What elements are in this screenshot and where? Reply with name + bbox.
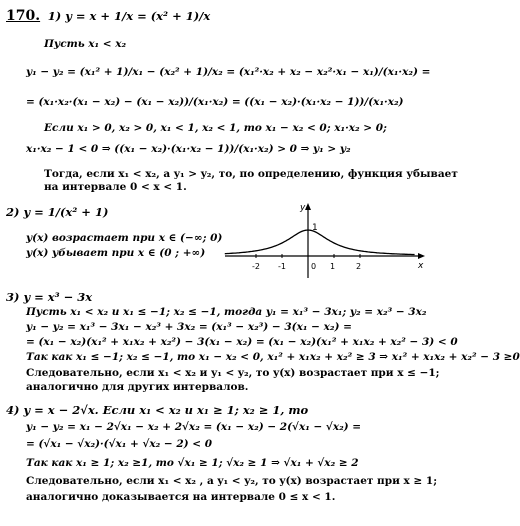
- tick-label: -2: [252, 262, 260, 271]
- part1-formula: 1) y = x + 1/x = (x² + 1)/x: [47, 9, 211, 23]
- tick-label: 1: [330, 262, 336, 271]
- part3-line4: = (x₁ − x₂)(x₁² + x₁x₂ + x₂²) − 3(x₁ − x₂) = (x₁ − x₂)(x₁² + x₁x₂ + x₂² − 3) < 0: [26, 336, 458, 348]
- y-axis-arrow-icon: [305, 203, 311, 210]
- curve-line: [225, 230, 415, 255]
- problem-number: 170.: [6, 8, 41, 24]
- part4-line6: аналогично доказывается на интервале 0 ≤ x < 1.: [26, 491, 336, 503]
- part4-line3: = (√x₁ − √x₂)·(√x₁ + √x₂ − 2) < 0: [26, 438, 213, 450]
- part1-line5: Если x₁ > 0, x₂ > 0, x₁ < 1, x₂ < 1, то x₁ − x₂ < 0; x₁·x₂ > 0;: [44, 122, 387, 134]
- part1-line2: Пусть x₁ < x₂: [44, 38, 127, 50]
- problem-header: [6, 10, 210, 24]
- peak-label: 1: [312, 223, 318, 233]
- part1-line3: y₁ − y₂ = (x₁² + 1)/x₁ − (x₂² + 1)/x₂ = (x₁²·x₂ + x₂ − x₂²·x₁ − x₁)/(x₁·x₂) =: [26, 66, 431, 78]
- part1-line6: x₁·x₂ − 1 < 0 ⇒ ((x₁ − x₂)·(x₁·x₂ − 1))/(x₁·x₂) > 0 ⇒ y₁ > y₂: [26, 143, 351, 155]
- part1-line4: = (x₁·x₂·(x₁ − x₂) − (x₁ − x₂))/(x₁·x₂) = ((x₁ − x₂)·(x₁·x₂ − 1))/(x₁·x₂): [26, 96, 404, 108]
- part1-line8: на интервале 0 < x < 1.: [44, 181, 187, 193]
- part4-formula: 4) y = x − 2√x. Если x₁ < x₂ и x₁ ≥ 1; x₂ ≥ 1, то: [6, 403, 309, 417]
- part2-formula: 2) y = 1/(x² + 1): [6, 205, 109, 219]
- part3-line5: Так как x₁ ≤ −1; x₂ ≤ −1, то x₁ − x₂ < 0, x₁² + x₁x₂ + x₂² ≥ 3 ⇒ x₁² + x₁x₂ + x₂² − 3 ≥0: [26, 351, 520, 363]
- part2-line2: y(x) возрастает при x ∈ (−∞; 0): [26, 232, 223, 244]
- x-axis-arrow-icon: [418, 253, 425, 259]
- part2-line3: y(x) убывает при x ∈ (0 ; +∞): [26, 247, 206, 259]
- function-graph: [220, 200, 430, 280]
- part3-formula: 3) y = x³ − 3x: [6, 290, 93, 304]
- y-axis-label: y: [300, 203, 306, 213]
- part3-line6: Следовательно, если x₁ < x₂ и y₁ < y₂, то y(x) возрастает при x ≤ −1;: [26, 367, 440, 379]
- tick-label: -1: [278, 262, 286, 271]
- tick-label: 2: [356, 262, 362, 271]
- part1-line7: Тогда, если x₁ < x₂, а y₁ > y₂, то, по определению, функция убывает: [44, 168, 458, 180]
- part3-line7: аналогично для других интервалов.: [26, 381, 249, 393]
- part4-line2: y₁ − y₂ = x₁ − 2√x₁ − x₂ + 2√x₂ = (x₁ − x₂) − 2(√x₁ − √x₂) =: [26, 421, 362, 433]
- part3-line2: Пусть x₁ < x₂ и x₁ ≤ −1; x₂ ≤ −1, тогда y₁ = x₁³ − 3x₁; y₂ = x₂³ − 3x₂: [26, 306, 427, 318]
- tick-label: 0: [311, 262, 317, 271]
- x-axis-label: x: [418, 261, 424, 271]
- part3-line3: y₁ − y₂ = x₁³ − 3x₁ − x₂³ + 3x₂ = (x₁³ − x₂³) − 3(x₁ − x₂) =: [26, 321, 352, 333]
- part4-line4: Так как x₁ ≥ 1; x₂ ≥1, то √x₁ ≥ 1; √x₂ ≥ 1 ⇒ √x₁ + √x₂ ≥ 2: [26, 457, 359, 469]
- part4-line5: Следовательно, если x₁ < x₂ , а y₁ < y₂, то y(x) возрастает при x ≥ 1;: [26, 475, 438, 487]
